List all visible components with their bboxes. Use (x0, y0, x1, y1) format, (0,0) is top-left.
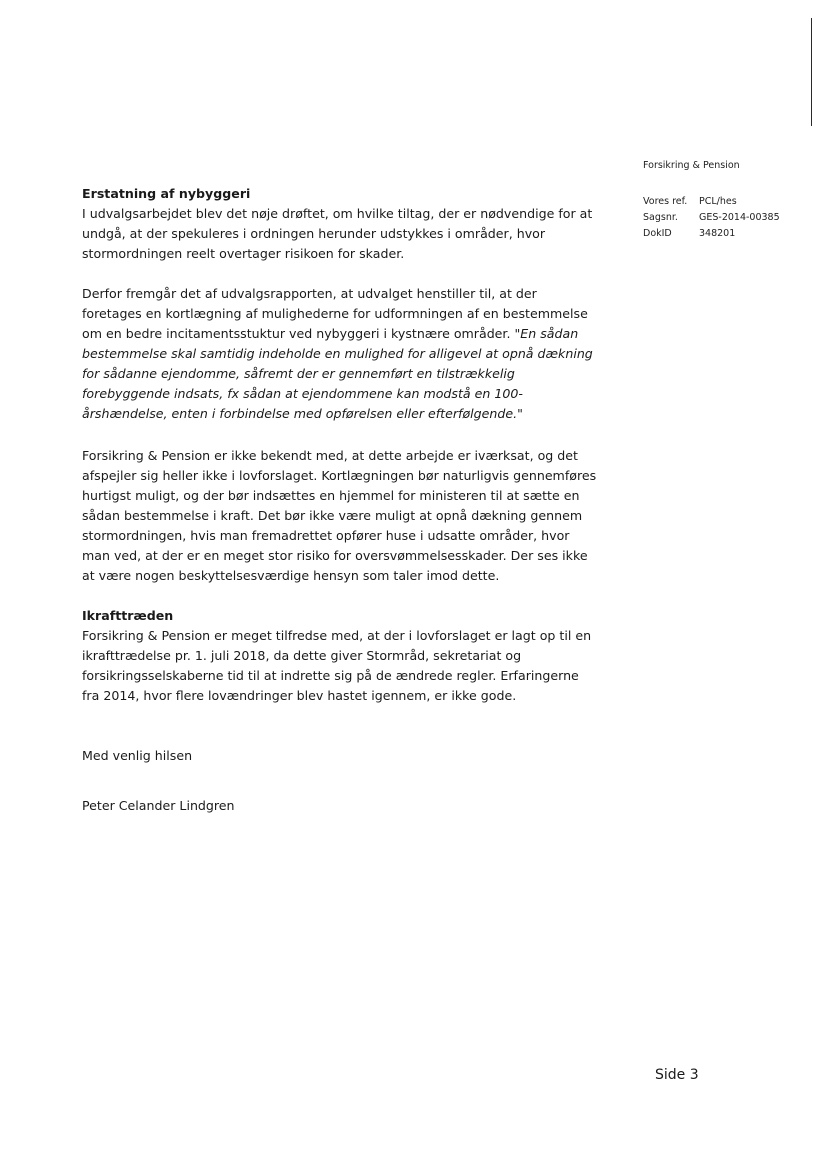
paragraph-kortlaegning: Forsikring & Pension er ikke bekendt med, at dette arbejde er iværksat, og det afspejler sig heller ikke i lovforslaget. Kortlægningen bør naturligvis gennemføres hurtigst muligt, og der bør indsættes en hjemmel for ministeren til at sætte en sådan bestemmelse i kraft. Det bør ikke være muligt at opnå dækning gennem stormordningen, hvis man fremadrettet opfører huse i udsatte områder, hvor man ved, at der er en meget stor risiko for oversvømmelsesskader. Der ses ikke at være nogen beskyttelsesværdige hensyn som taler imod dette. (82, 448, 597, 583)
organization-name: Forsikring & Pension (643, 160, 740, 171)
quotation: "En sådan bestemmelse skal samtidig indeholde en mulighed for alligevel at opnå dækning for sådanne ejendomme, såfremt der er gennemført en tilstrækkelig forebyggende indsats, fx sådan at ejendommene kan modstå en 100-årshændelse, enten i forbindelse med opførelsen eller efterfølgende." (82, 326, 593, 421)
ref-row-sagsnr (643, 210, 780, 226)
closing-greeting: Med venlig hilsen (82, 748, 193, 763)
paragraph-text: Derfor fremgår det af udvalgsrapporten, at udvalget henstiller til, at der foretages en kortlægning af mulighederne for udformningen af en bestemmelse om en bedre incitamentsstuktur ved nybyggeri i kystnære områder. (82, 286, 588, 341)
ref-row-dokid (643, 226, 780, 242)
scan-edge-line (811, 18, 812, 126)
ref-label: Vores ref. (643, 196, 688, 207)
ref-label: Sagsnr. (643, 212, 678, 223)
paragraph-udvalgsrapport (82, 284, 598, 424)
section-heading-erstatning: Erstatning af nybyggeri (82, 186, 251, 201)
paragraph-udvalgsarbejde: I udvalgsarbejdet blev det nøje drøftet, om hvilke tiltag, der er nødvendige for at undgå, at der spekuleres i ordningen herunder udstykkes i områder, hvor stormordningen reelt overtager risikoen for skader. (82, 206, 593, 261)
signature-name: Peter Celander Lindgren (82, 798, 235, 813)
letter-body (82, 184, 598, 816)
reference-block (643, 194, 780, 242)
ref-value: PCL/hes (699, 196, 737, 207)
ref-value: 348201 (699, 228, 736, 239)
page-number: Side 3 (655, 1067, 699, 1083)
paragraph-ikrafttraedelse: Forsikring & Pension er meget tilfredse med, at der i lovforslaget er lagt op til en ikrafttrædelse pr. 1. juli 2018, da dette giver Stormråd, sekretariat og forsikringsselskaberne tid til at indrette sig på de ændrede regler. Erfaringerne fra 2014, hvor flere lovændringer blev hastet igennem, er ikke gode. (82, 628, 592, 703)
ref-row-vores-ref (643, 194, 780, 210)
ref-label: DokID (643, 228, 672, 239)
ref-value: GES-2014-00385 (699, 212, 780, 223)
section-heading-ikrafttraeden: Ikrafttræden (82, 608, 174, 623)
